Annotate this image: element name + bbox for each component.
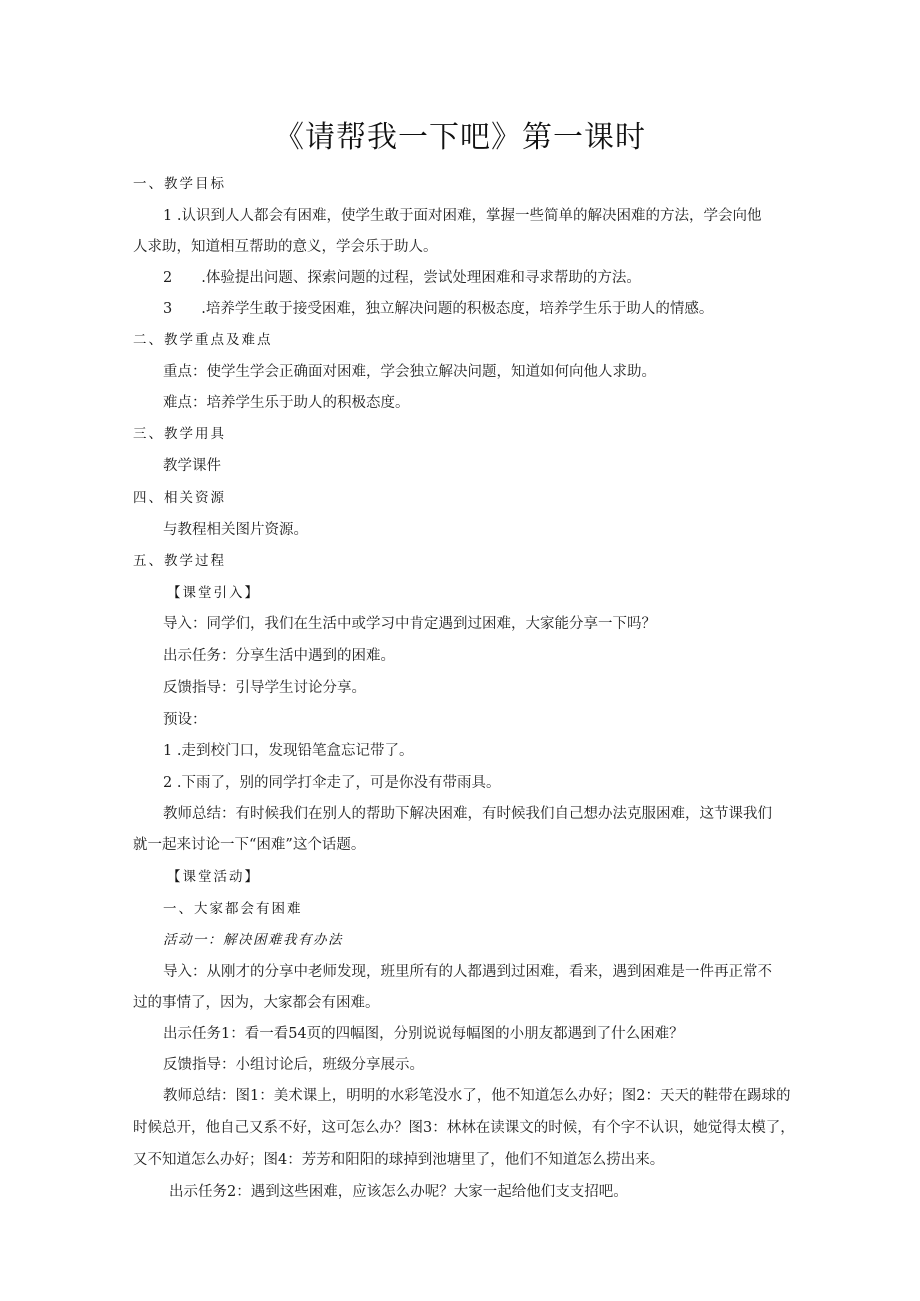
resources-text: 与教程相关图片资源。 — [163, 522, 308, 538]
part1-heading: 一、大家都会有困难 — [163, 901, 303, 917]
section-heading-process: 五、教学过程 — [133, 553, 226, 569]
preset-label: 预设： — [163, 712, 207, 728]
teacher-summary-line1: 教师总结：有时候我们在别人的帮助下解决困难，有时候我们自己想办法克服困难，这节课我们 — [163, 806, 772, 822]
summary2-line1: 教师总结：图1：美术课上，明明的水彩笔没水了，他不知道怎么办好；图2：天天的鞋带在踢球的 — [163, 1088, 791, 1104]
objective-1-line1: 1 .认识到人人都会有困难，使学生敢于面对困难，掌握一些简单的解决困难的方法，学会向他 — [163, 208, 762, 224]
section-heading-key-points: 二、教学重点及难点 — [133, 332, 273, 348]
key-point-text: 重点：使学生学会正确面对困难，学会独立解决问题，知道如何向他人求助。 — [163, 364, 656, 380]
intro-text: 导入：同学们，我们在生活中或学习中肯定遇到过困难，大家能分享一下吗？ — [163, 616, 656, 632]
objective-2: 2 .体验提出问题、探索问题的过程，尝试处理困难和寻求帮助的方法。 — [163, 270, 641, 286]
section-heading-resources: 四、相关资源 — [133, 490, 226, 506]
activity1-heading: 活动一：解决困难我有办法 — [163, 932, 343, 948]
document-title: 《请帮我一下吧》第一课时 — [274, 120, 646, 155]
preset-2: 2 .下雨了，别的同学打伞走了，可是你没有带雨具。 — [163, 775, 501, 791]
lead-line1: 导入：从刚才的分享中老师发现，班里所有的人都遇到过困难，看来，遇到困难是一件再正常不 — [163, 964, 772, 980]
teacher-summary-line2: 就一起来讨论一下“困难”这个话题。 — [133, 837, 366, 853]
tools-text: 教学课件 — [163, 458, 221, 474]
feedback-text: 反馈指导：引导学生讨论分享。 — [163, 680, 366, 696]
objective-1-line2: 人求助，知道相互帮助的意义，学会乐于助人。 — [133, 239, 438, 255]
feedback1-text: 反馈指导：小组讨论后，班级分享展示。 — [163, 1057, 424, 1073]
classroom-intro-tag: 【课堂引入】 — [167, 585, 260, 601]
section-heading-objectives: 一、教学目标 — [133, 176, 226, 192]
summary2-line2: 时候总开，他自己又系不好，这可怎么办？图3：林林在读课文的时候，有个字不认识，她觉得太模了， — [133, 1120, 795, 1136]
objective-3: 3 .培养学生敢于接受困难，独立解决问题的积极态度，培养学生乐于助人的情感。 — [163, 301, 714, 317]
task1-text: 出示任务1：看一看54页的四幅图，分别说说每幅图的小朋友都遇到了什么困难？ — [163, 1026, 684, 1042]
classroom-activity-tag: 【课堂活动】 — [167, 869, 260, 885]
preset-1: 1 .走到校门口，发现铅笔盒忘记带了。 — [163, 743, 414, 759]
difficulty-text: 难点：培养学生乐于助人的积极态度。 — [163, 395, 410, 411]
task-text: 出示任务：分享生活中遇到的困难。 — [163, 648, 395, 664]
lead-line2: 过的事情了，因为，大家都会有困难。 — [133, 995, 380, 1011]
summary2-line3: 又不知道怎么办好；图4：芳芳和阳阳的球掉到池塘里了，他们不知道怎么捞出来。 — [133, 1152, 665, 1168]
section-heading-tools: 三、教学用具 — [133, 426, 226, 442]
task2-text: 出示任务2：遇到这些困难，应该怎么办呢？大家一起给他们支支招吧。 — [169, 1184, 628, 1200]
